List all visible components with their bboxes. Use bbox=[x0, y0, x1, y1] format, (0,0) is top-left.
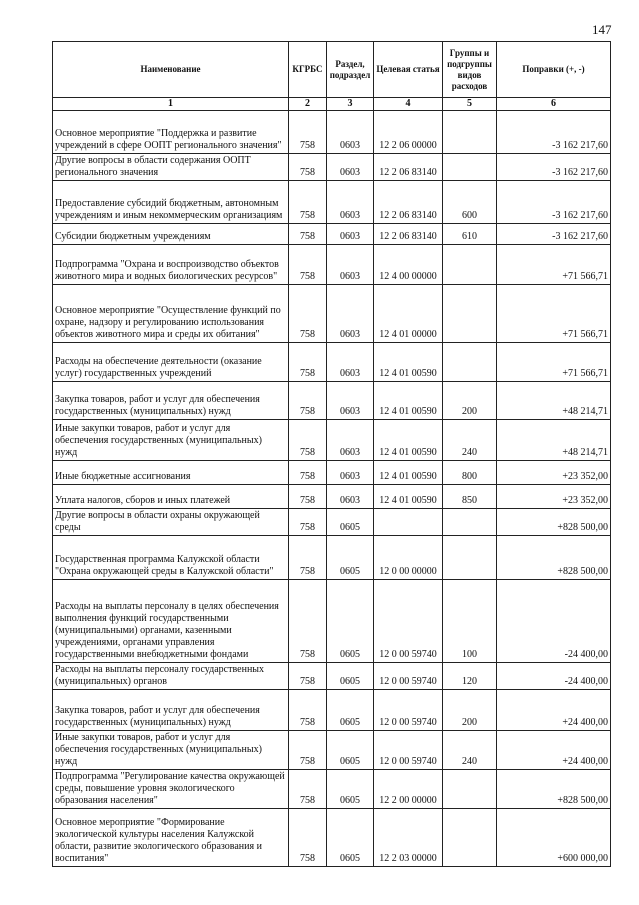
header-section: Раздел, подраздел bbox=[327, 42, 374, 98]
budget-amendments-table bbox=[52, 41, 611, 867]
row-expense-group: 600 bbox=[443, 181, 497, 224]
row-name: Другие вопросы в области охраны окружающей среды bbox=[53, 509, 289, 536]
row-expense-group bbox=[443, 154, 497, 181]
row-amendment-amount: +24 400,00 bbox=[497, 731, 611, 770]
row-name: Закупка товаров, работ и услуг для обеспечения государственных (муниципальных) нужд bbox=[53, 382, 289, 420]
table-row bbox=[53, 485, 611, 509]
row-kgrbs: 758 bbox=[289, 224, 327, 245]
row-amendment-amount: +23 352,00 bbox=[497, 461, 611, 485]
row-section: 0603 bbox=[327, 181, 374, 224]
table-row bbox=[53, 509, 611, 536]
table-row bbox=[53, 690, 611, 731]
row-name: Подпрограмма "Охрана и воспроизводство объектов животного мира и водных биологических ресурсов" bbox=[53, 245, 289, 285]
row-section: 0605 bbox=[327, 731, 374, 770]
row-amendment-amount: +828 500,00 bbox=[497, 770, 611, 809]
row-kgrbs: 758 bbox=[289, 690, 327, 731]
row-amendment-amount: +828 500,00 bbox=[497, 509, 611, 536]
row-target-article: 12 4 01 00590 bbox=[374, 485, 443, 509]
row-section: 0603 bbox=[327, 461, 374, 485]
page-number: 147 bbox=[592, 22, 612, 37]
row-name: Основное мероприятие "Формирование экологической культуры населения Калужской области, развитие экологического образования и воспитания" bbox=[53, 809, 289, 867]
table-row bbox=[53, 663, 611, 690]
row-target-article: 12 0 00 59740 bbox=[374, 690, 443, 731]
header-amendments: Поправки (+, -) bbox=[497, 42, 611, 98]
row-target-article: 12 0 00 59740 bbox=[374, 580, 443, 663]
header-groups: Группы и подгруппы видов расходов bbox=[443, 42, 497, 98]
row-amendment-amount: -24 400,00 bbox=[497, 663, 611, 690]
row-target-article bbox=[374, 509, 443, 536]
row-kgrbs: 758 bbox=[289, 382, 327, 420]
row-target-article: 12 4 01 00590 bbox=[374, 382, 443, 420]
row-expense-group: 240 bbox=[443, 731, 497, 770]
row-kgrbs: 758 bbox=[289, 245, 327, 285]
row-kgrbs: 758 bbox=[289, 420, 327, 461]
row-target-article: 12 0 00 59740 bbox=[374, 731, 443, 770]
row-expense-group bbox=[443, 111, 497, 154]
row-name: Расходы на выплаты персоналу государственных (муниципальных) органов bbox=[53, 663, 289, 690]
row-expense-group: 200 bbox=[443, 382, 497, 420]
row-kgrbs: 758 bbox=[289, 809, 327, 867]
row-amendment-amount: +23 352,00 bbox=[497, 485, 611, 509]
row-section: 0605 bbox=[327, 809, 374, 867]
row-section: 0603 bbox=[327, 111, 374, 154]
row-expense-group bbox=[443, 770, 497, 809]
row-name: Иные бюджетные ассигнования bbox=[53, 461, 289, 485]
row-expense-group: 850 bbox=[443, 485, 497, 509]
row-kgrbs: 758 bbox=[289, 580, 327, 663]
row-target-article: 12 4 00 00000 bbox=[374, 245, 443, 285]
column-number: 2 bbox=[289, 98, 327, 111]
row-section: 0605 bbox=[327, 690, 374, 731]
row-name: Закупка товаров, работ и услуг для обеспечения государственных (муниципальных) нужд bbox=[53, 690, 289, 731]
table-row bbox=[53, 580, 611, 663]
row-section: 0605 bbox=[327, 536, 374, 580]
row-expense-group: 610 bbox=[443, 224, 497, 245]
row-name: Субсидии бюджетным учреждениям bbox=[53, 224, 289, 245]
row-kgrbs: 758 bbox=[289, 343, 327, 382]
row-amendment-amount: +600 000,00 bbox=[497, 809, 611, 867]
row-target-article: 12 2 00 00000 bbox=[374, 770, 443, 809]
row-expense-group: 120 bbox=[443, 663, 497, 690]
row-kgrbs: 758 bbox=[289, 154, 327, 181]
row-kgrbs: 758 bbox=[289, 181, 327, 224]
row-kgrbs: 758 bbox=[289, 111, 327, 154]
row-kgrbs: 758 bbox=[289, 663, 327, 690]
row-target-article: 12 2 06 83140 bbox=[374, 224, 443, 245]
row-amendment-amount: -3 162 217,60 bbox=[497, 224, 611, 245]
row-amendment-amount: +71 566,71 bbox=[497, 343, 611, 382]
row-name: Подпрограмма "Регулирование качества окружающей среды, повышение уровня экологического образования населения" bbox=[53, 770, 289, 809]
row-expense-group: 240 bbox=[443, 420, 497, 461]
table-row bbox=[53, 154, 611, 181]
row-section: 0603 bbox=[327, 224, 374, 245]
row-amendment-amount: +24 400,00 bbox=[497, 690, 611, 731]
row-name: Расходы на обеспечение деятельности (оказание услуг) государственных учреждений bbox=[53, 343, 289, 382]
table-row bbox=[53, 245, 611, 285]
row-expense-group bbox=[443, 245, 497, 285]
table-row bbox=[53, 181, 611, 224]
row-amendment-amount: +828 500,00 bbox=[497, 536, 611, 580]
row-section: 0605 bbox=[327, 580, 374, 663]
row-section: 0603 bbox=[327, 382, 374, 420]
row-amendment-amount: -3 162 217,60 bbox=[497, 154, 611, 181]
row-amendment-amount: +48 214,71 bbox=[497, 420, 611, 461]
row-expense-group: 200 bbox=[443, 690, 497, 731]
row-target-article: 12 4 01 00590 bbox=[374, 343, 443, 382]
row-kgrbs: 758 bbox=[289, 485, 327, 509]
row-target-article: 12 4 01 00000 bbox=[374, 285, 443, 343]
row-kgrbs: 758 bbox=[289, 770, 327, 809]
row-section: 0605 bbox=[327, 509, 374, 536]
row-section: 0603 bbox=[327, 154, 374, 181]
column-number: 4 bbox=[374, 98, 443, 111]
row-amendment-amount: -3 162 217,60 bbox=[497, 111, 611, 154]
row-kgrbs: 758 bbox=[289, 509, 327, 536]
row-target-article: 12 0 00 00000 bbox=[374, 536, 443, 580]
row-name: Другие вопросы в области содержания ООПТ регионального значения bbox=[53, 154, 289, 181]
row-name: Уплата налогов, сборов и иных платежей bbox=[53, 485, 289, 509]
row-section: 0603 bbox=[327, 245, 374, 285]
row-section: 0603 bbox=[327, 485, 374, 509]
table-row bbox=[53, 731, 611, 770]
table-row bbox=[53, 420, 611, 461]
table-row bbox=[53, 461, 611, 485]
table-row bbox=[53, 536, 611, 580]
header-name: Наименование bbox=[53, 42, 289, 98]
column-number: 3 bbox=[327, 98, 374, 111]
row-expense-group bbox=[443, 809, 497, 867]
table-row bbox=[53, 770, 611, 809]
table-row bbox=[53, 809, 611, 867]
row-target-article: 12 2 03 00000 bbox=[374, 809, 443, 867]
row-target-article: 12 4 01 00590 bbox=[374, 420, 443, 461]
row-expense-group: 100 bbox=[443, 580, 497, 663]
column-number: 5 bbox=[443, 98, 497, 111]
row-expense-group bbox=[443, 285, 497, 343]
row-name: Расходы на выплаты персоналу в целях обеспечения выполнения функций государственными (муниципальными) органами, казенными учреждениями, органами управления государственными внебюджетными фондами bbox=[53, 580, 289, 663]
column-number: 6 bbox=[497, 98, 611, 111]
row-name: Основное мероприятие "Осуществление функций по охране, надзору и регулированию использования объектов животного мира и среды их обитания" bbox=[53, 285, 289, 343]
row-amendment-amount: -24 400,00 bbox=[497, 580, 611, 663]
table-row bbox=[53, 285, 611, 343]
row-section: 0603 bbox=[327, 420, 374, 461]
row-amendment-amount: +71 566,71 bbox=[497, 245, 611, 285]
column-number-row bbox=[53, 98, 611, 111]
row-amendment-amount: +71 566,71 bbox=[497, 285, 611, 343]
row-expense-group bbox=[443, 536, 497, 580]
row-amendment-amount: -3 162 217,60 bbox=[497, 181, 611, 224]
row-name: Государственная программа Калужской области "Охрана окружающей среды в Калужской области" bbox=[53, 536, 289, 580]
header-kgrbs: КГРБС bbox=[289, 42, 327, 98]
table-row bbox=[53, 224, 611, 245]
row-section: 0605 bbox=[327, 770, 374, 809]
row-expense-group bbox=[443, 509, 497, 536]
column-number: 1 bbox=[53, 98, 289, 111]
header-row bbox=[53, 42, 611, 98]
row-section: 0603 bbox=[327, 285, 374, 343]
row-target-article: 12 2 06 83140 bbox=[374, 154, 443, 181]
row-kgrbs: 758 bbox=[289, 536, 327, 580]
header-target: Целевая статья bbox=[374, 42, 443, 98]
row-expense-group: 800 bbox=[443, 461, 497, 485]
row-target-article: 12 2 06 83140 bbox=[374, 181, 443, 224]
row-section: 0605 bbox=[327, 663, 374, 690]
row-name: Иные закупки товаров, работ и услуг для обеспечения государственных (муниципальных) нужд bbox=[53, 731, 289, 770]
row-expense-group bbox=[443, 343, 497, 382]
row-section: 0603 bbox=[327, 343, 374, 382]
row-name: Основное мероприятие "Поддержка и развитие учреждений в сфере ООПТ регионального значения" bbox=[53, 111, 289, 154]
row-name: Предоставление субсидий бюджетным, автономным учреждениям и иным некоммерческим организациям bbox=[53, 181, 289, 224]
row-kgrbs: 758 bbox=[289, 285, 327, 343]
row-amendment-amount: +48 214,71 bbox=[497, 382, 611, 420]
table-row bbox=[53, 382, 611, 420]
row-kgrbs: 758 bbox=[289, 461, 327, 485]
row-target-article: 12 0 00 59740 bbox=[374, 663, 443, 690]
row-target-article: 12 4 01 00590 bbox=[374, 461, 443, 485]
row-target-article: 12 2 06 00000 bbox=[374, 111, 443, 154]
table-row bbox=[53, 111, 611, 154]
row-kgrbs: 758 bbox=[289, 731, 327, 770]
row-name: Иные закупки товаров, работ и услуг для обеспечения государственных (муниципальных) нужд bbox=[53, 420, 289, 461]
table-row bbox=[53, 343, 611, 382]
